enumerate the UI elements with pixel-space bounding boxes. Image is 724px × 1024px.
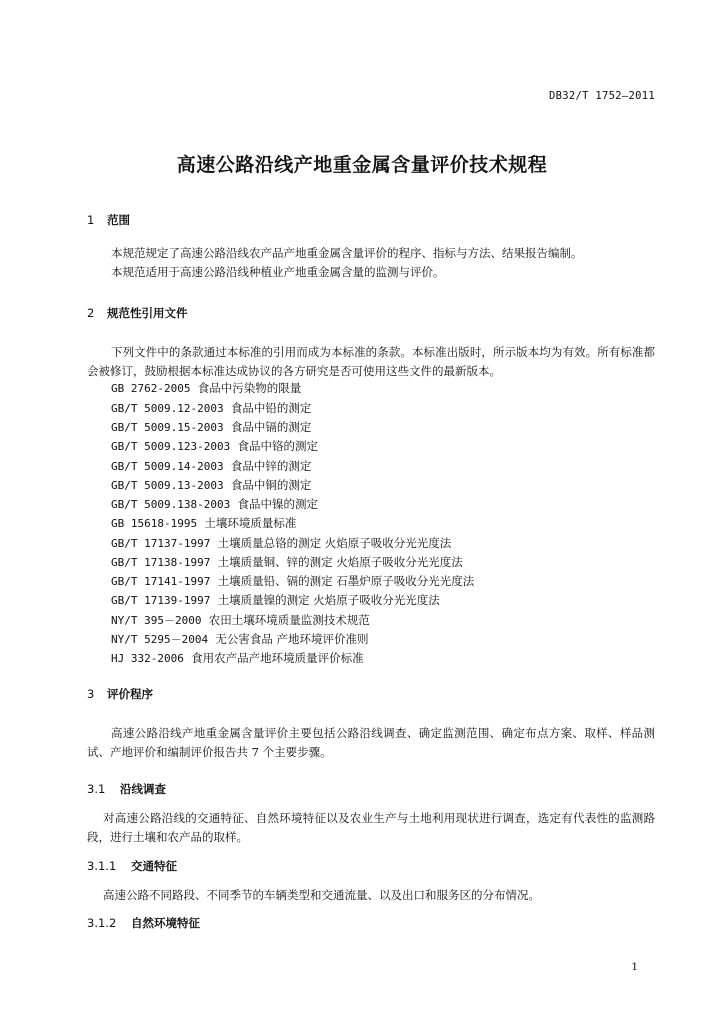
section-1-heading [87,212,130,228]
reference-item [111,438,318,454]
reference-code: HJ 332-2006 [111,652,184,665]
reference-name: 土壤质量镍的测定 火焰原子吸收分光光度法 [217,593,440,607]
reference-item [111,515,296,531]
reference-item [111,458,311,474]
reference-name: 土壤环境质量标准 [204,516,297,530]
reference-item [111,535,451,551]
reference-item [111,612,370,628]
reference-item [111,592,440,608]
reference-name: 土壤质量铜、锌的测定 火焰原子吸收分光光度法 [217,555,463,569]
section-title: 自然环境特征 [131,916,200,930]
reference-code: NY/T 395－2000 [111,614,202,627]
reference-code: GB 2762-2005 [111,382,191,395]
section-title: 评价程序 [107,687,153,701]
reference-code: GB/T 5009.14-2003 [111,460,224,473]
reference-name: 土壤质量铅、镉的测定 石墨炉原子吸收分光光度法 [217,574,475,588]
reference-item [111,573,474,589]
reference-name: 食品中镉的测定 [230,420,312,434]
section-1-paragraph-2: 本规范适用于高速公路沿线种植业产地重金属含量的监测与评价。 [111,265,445,279]
reference-item [111,400,311,416]
section-3-1-paragraph: 对高速公路沿线的交通特征、自然环境特征以及农业生产与土地利用现状进行调查，选定有代表性的监测路段，进行土壤和农产品的取样。 [87,811,655,844]
section-title: 规范性引用文件 [107,306,188,320]
section-3-1-heading [87,781,166,797]
section-number: 1 [87,213,95,227]
reference-code: GB/T 5009.12-2003 [111,402,224,415]
page-title: 高速公路沿线产地重金属含量评价技术规程 [176,154,548,176]
reference-name: 土壤质量总铬的测定 火焰原子吸收分光光度法 [217,536,452,550]
section-number: 3.1.2 [87,916,117,930]
reference-name: 农田土壤环境质量监测技术规范 [208,613,370,627]
section-number: 2 [87,306,95,320]
section-3-paragraph: 高速公路沿线产地重金属含量评价主要包括公路沿线调查、确定监测范围、确定布点方案、取样、样品测试、产地评价和编制评价报告共 7 个主要步骤。 [87,726,655,759]
section-3-heading [87,686,153,702]
reference-name: 食品中污染物的限量 [197,381,302,395]
reference-item [111,380,301,396]
section-2-intro: 下列文件中的条款通过本标准的引用而成为本标准的条款。本标准出版时，所示版本均为有效。所有标准都会被修订，鼓励根据本标准达成协议的各方研究是否可使用这些文件的最新版本。 [87,345,655,378]
section-title: 沿线调查 [120,782,166,796]
section-3-1-1-paragraph: 高速公路不同路段、不同季节的车辆类型和交通流量、以及出口和服务区的分布情况。 [103,888,540,902]
page-number: 1 [631,961,638,973]
reference-name: 食用农产品产地环境质量评价标准 [191,651,364,665]
reference-item [111,650,364,666]
section-number: 3.1.1 [87,859,117,873]
document-code: DB32/T 1752—2011 [549,90,655,102]
section-1-paragraph-1: 本规范规定了高速公路沿线农产品产地重金属含量评价的程序、指标与方法、结果报告编制。 [111,246,583,260]
reference-code: GB/T 17137-1997 [111,537,211,550]
reference-name: 食品中镍的测定 [237,497,319,511]
section-number: 3.1 [87,782,106,796]
reference-item [111,419,311,435]
section-3-1-2-heading [87,915,200,931]
reference-code: GB/T 5009.123-2003 [111,440,231,453]
section-title: 范围 [107,213,130,227]
reference-item [111,554,463,570]
reference-name: 食品中锌的测定 [230,459,312,473]
section-3-1-1-heading [87,858,177,874]
reference-code: GB/T 17138-1997 [111,556,211,569]
reference-name: 食品中铜的测定 [230,478,312,492]
reference-item [111,477,311,493]
section-2-heading [87,305,188,321]
section-number: 3 [87,687,95,701]
reference-name: 食品中铅的测定 [230,401,312,415]
reference-name: 食品中铬的测定 [237,439,319,453]
reference-code: GB/T 5009.13-2003 [111,479,224,492]
reference-code: GB/T 5009.138-2003 [111,498,231,511]
reference-name: 无公害食品 产地环境评价准则 [215,632,369,646]
reference-code: GB/T 17141-1997 [111,575,211,588]
reference-code: GB 15618-1995 [111,517,198,530]
reference-item [111,496,318,512]
reference-item [111,631,369,647]
reference-code: NY/T 5295－2004 [111,633,209,646]
reference-code: GB/T 5009.15-2003 [111,421,224,434]
section-title: 交通特征 [131,859,177,873]
reference-code: GB/T 17139-1997 [111,594,211,607]
